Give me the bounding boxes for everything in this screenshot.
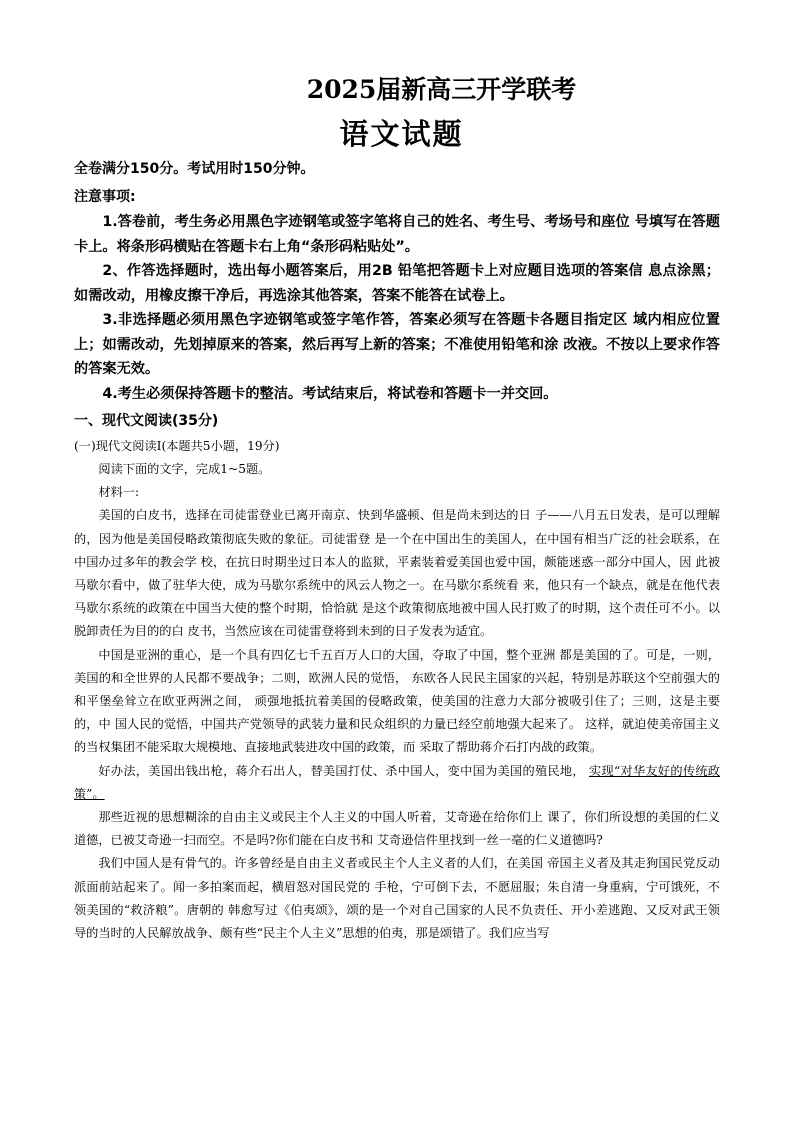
exam-subtitle: 语文试题	[339, 117, 464, 151]
paragraph-text: 好办法，美国出钱出枪，蒋介石出人，替美国打仗、杀中国人，变中国为美国的殖民地，	[98, 763, 590, 778]
exam-title: 2025届新高三开学联考	[306, 75, 577, 104]
paragraph: 中国是亚洲的重心，是一个具有四亿七千五百万人口的大国，夺取了中国，整个亚洲 都是美国的了。可是，一则，美国的和全世界的人民都不要战争；二则，欧洲人民的觉悟， 东欧各人民民主国家的兴起，特别是苏联这个空前强大的和平堡垒耸立在欧亚两洲之间， 顽强地抵抗着美国的侵略政策，使美国的注意力大部分被吸引住了；三则，这是主要的，中 国人民的觉悟，中国共产党领导的武装力量和民众组织的力量已经空前地强大起来了。 这样，就迫使美帝国主义的当权集团不能采取大规模地、直接地武装进攻中国的政策，而 采取了帮助蒋介石打内战的政策。	[74, 647, 720, 755]
material-label: 材料一:	[98, 485, 140, 500]
paragraph	[74, 760, 720, 806]
paragraph: 那些近视的思想糊涂的自由主义或民主个人主义的中国人听着，艾奇逊在给你们上 课了，你们所设想的美国的仁义道德，已被艾奇逊一扫而空。不是吗?你们能在白皮书和 艾奇逊信件里找到一丝一毫的仁义道德吗?	[74, 810, 720, 848]
instruction: 阅读下面的文字，完成1~5题。	[98, 462, 271, 476]
reading-passage	[74, 435, 720, 945]
notice-item: 3.非选择题必须用黑色字迹钢笔或签字笔作答，答案必须写在答题卡各题目指定区 域内相应位置上；如需改动，先划掉原来的答案，然后再写上新的答案；不准使用铅笔和涂 改液。不按以上要求作答的答案无效。	[74, 312, 720, 377]
score-time-line: 全卷满分150分。考试用时150分钟。	[74, 161, 315, 177]
notice-list	[74, 210, 720, 406]
notice-item: 2、作答选择题时，选出每小题答案后，用2B 铅笔把答题卡上对应题目选项的答案信 息点涂黑；如需改动，用橡皮擦干净后，再选涂其他答案，答案不能答在试卷上。	[74, 263, 720, 304]
underlined-quote: 实现“对华友好的传统政策”。	[74, 763, 720, 801]
notice-heading: 注意事项:	[74, 189, 136, 205]
paragraph: 我们中国人是有骨气的。许多曾经是自由主义者或民主个人主义者的人们，在美国 帝国主义者及其走狗国民党反动派面前站起来了。闻一多拍案而起，横眉怒对国民党的 手枪，宁可倒下去，不愿屈服；朱自清一身重病，宁可饿死，不领美国的“救济粮”。唐朝的 韩愈写过《伯夷颂》，颂的是一个对自己国家的人民不负责任、开小差逃跑、又反对武王领 导的当时的人民解放战争、颇有些“民主个人主义”思想的伯夷，那是颂错了。我们应当写	[74, 856, 720, 941]
section-subheading: (一)现代文阅读Ⅰ(本题共5小题，19分)	[74, 439, 280, 453]
paragraph: 美国的白皮书，选择在司徒雷登业已离开南京、快到华盛顿、但是尚未到达的日 子——八月五日发表，是可以理解的，因为他是美国侵略政策彻底失败的象征。司徒雷登 是一个在中国出生的美国人，在中国有相当广泛的社会联系，在中国办过多年的教会学 校，在抗日时期坐过日本人的监狱，平素装着爱美国也爱中国，颇能迷惑一部分中国人，因 此被马歇尔看中，做了驻华大使，成为马歇尔系统中的风云人物之一。在马歇尔系统看 来，他只有一个缺点，就是在他代表马歇尔系统的政策在中国当大使的整个时期，恰恰就 是这个政策彻底地被中国人民打败了的时期，这个责任可不小。以脱卸责任为目的的白 皮书，当然应该在司徒雷登将到未到的日子发表为适宜。	[74, 508, 720, 639]
notice-item: 4.考生必须保持答题卡的整洁。考试结束后，将试卷和答题卡一并交回。	[102, 385, 558, 402]
notice-item: 1.答卷前，考生务必用黑色字迹钢笔或签字笔将自己的姓名、考生号、考场号和座位 号填写在答题卡上。将条形码横贴在答题卡右上角“条形码粘贴处”。	[74, 214, 720, 255]
section-heading: 一、现代文阅读(35分)	[74, 413, 219, 429]
